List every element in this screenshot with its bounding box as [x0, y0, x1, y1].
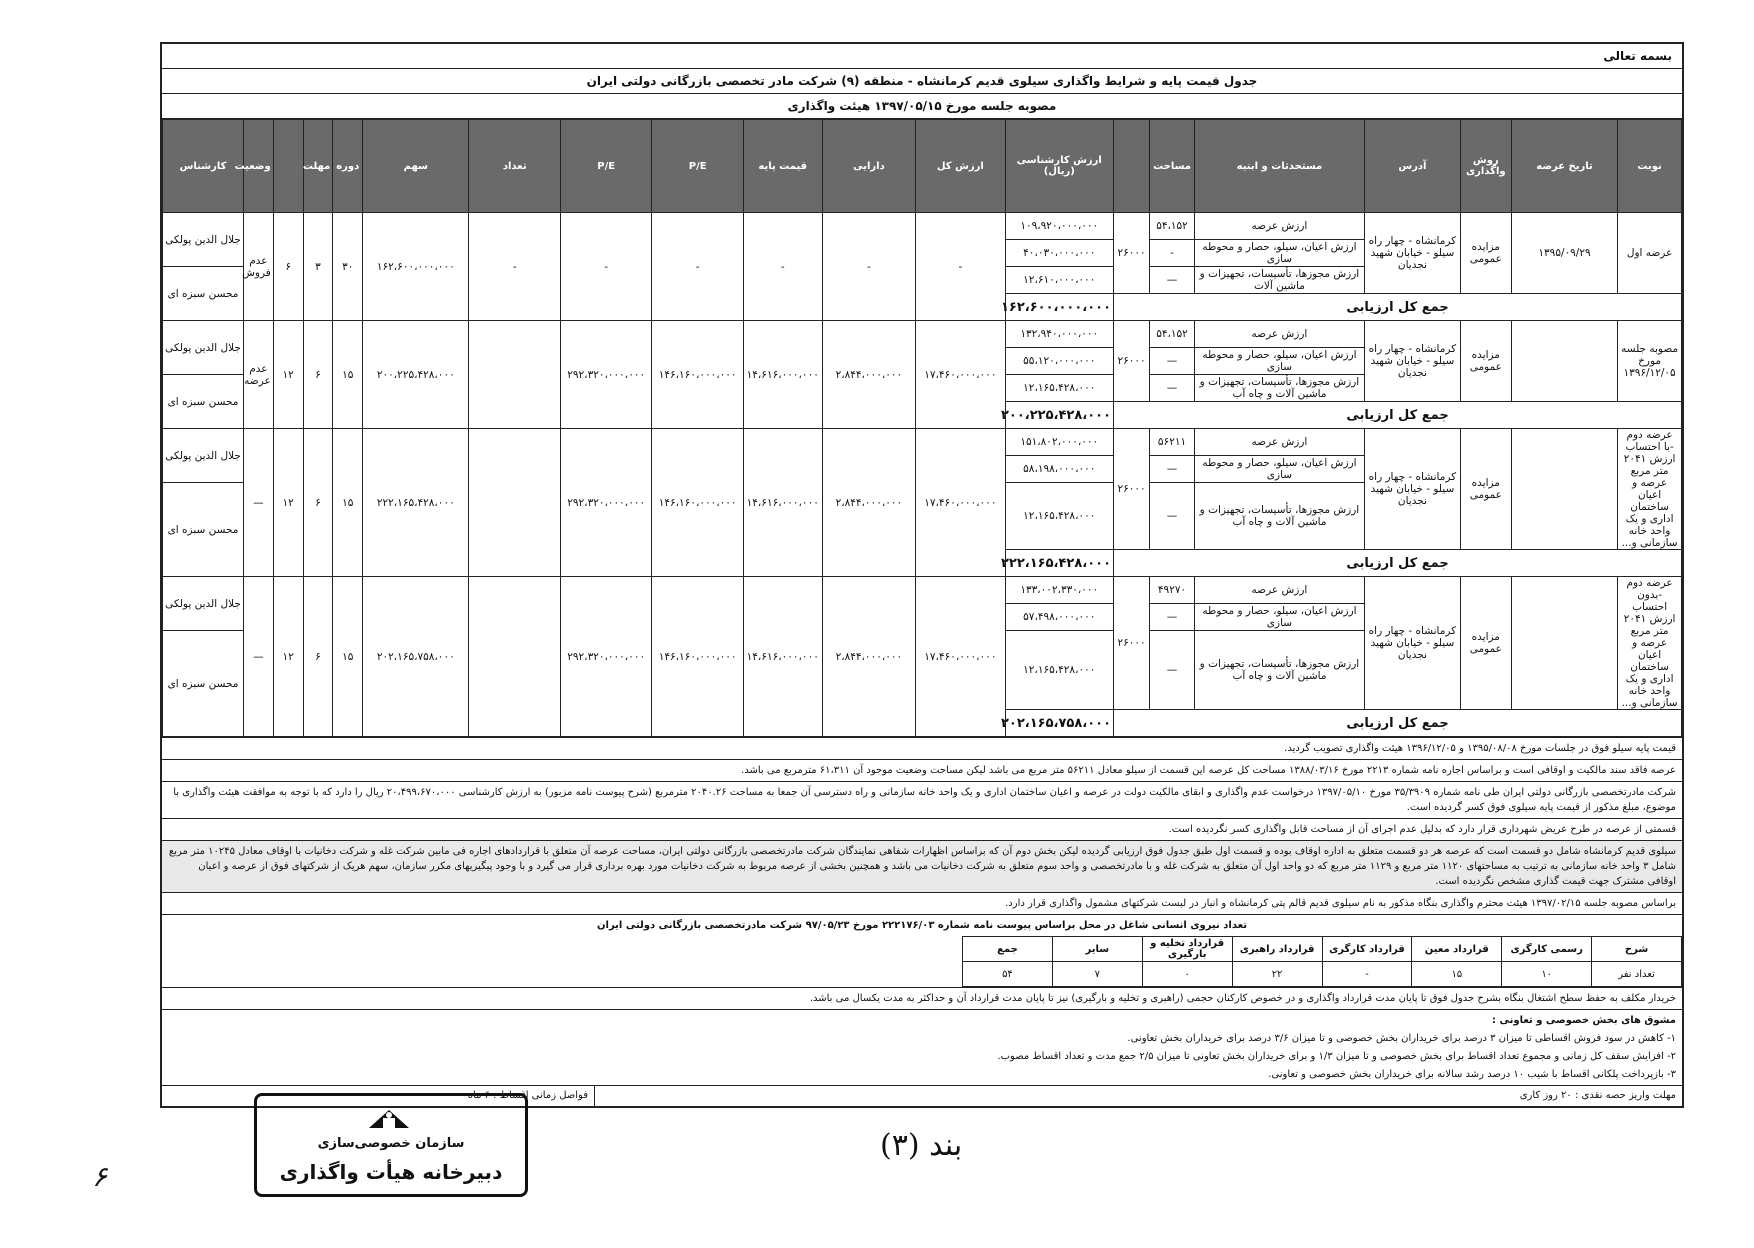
- offer-n1: ۳۰: [333, 213, 363, 321]
- col-share: سهم: [363, 120, 469, 213]
- offer-base: ۲۰۲،۱۶۵،۷۵۸،۰۰۰: [363, 577, 469, 737]
- handwritten-page-number: ۶: [92, 1160, 108, 1193]
- offer-item-value: ۱۵۱،۸۰۲،۰۰۰،۰۰۰: [1005, 429, 1114, 456]
- offer-date: ۱۳۹۵/۰۹/۲۹: [1511, 213, 1617, 294]
- col-assets: مستحدثات و ابنیه: [1194, 120, 1364, 213]
- staff-v-desc: تعداد نفر: [1592, 962, 1682, 987]
- staff-header-row: [963, 937, 1682, 962]
- offer-item-value: ۱۰۹،۹۲۰،۰۰۰،۰۰۰: [1005, 213, 1114, 240]
- offer-c6: -: [469, 213, 560, 321]
- offer-total: ۲۰۰،۲۲۵،۴۲۸،۰۰۰: [1005, 402, 1114, 429]
- offer-c2: ۲،۸۴۴،۰۰۰،۰۰۰: [822, 577, 916, 737]
- incentives-title: مشوق های بخش خصوصی و تعاونی :: [162, 1009, 1682, 1031]
- offer-total: ۲۰۲،۱۶۵،۷۵۸،۰۰۰: [1005, 710, 1114, 737]
- offer-expert-1: جلال الدین پولکی: [163, 321, 244, 375]
- offer-item-label: ارزش مجوزها، تأسیسات، تجهیزات و ماشین آلات: [1194, 267, 1364, 294]
- col-status: وضعیت: [244, 120, 274, 213]
- col-address: آدرس: [1365, 120, 1461, 213]
- offer-item-area: ۵۶۲۱۱: [1150, 429, 1195, 456]
- stamp-org: سازمان خصوصی‌سازی: [317, 1136, 465, 1151]
- offer-address: کرمانشاه - چهار راه سیلو - خیابان شهید نجدیان: [1365, 577, 1461, 710]
- incentive-2: ۲- افزایش سقف کل زمانی و مجموع تعداد اقساط برای بخش خصوصی و تا میزان ۱/۳ و برای خریداران بخش تعاونی تا میزان ۲/۵ جمع مدت و تعداد اقساط مصوب.: [997, 1051, 1676, 1062]
- document-subtitle: مصوبه جلسه مورخ ۱۳۹۷/۰۵/۱۵ هیئت واگذاری: [162, 94, 1682, 119]
- staff-title: تعداد نیروی انسانی شاغل در محل براساس پیوست نامه شماره ۲۲۲۱۷۶/۰۳ مورخ ۹۷/۰۵/۲۳ شرکت مادرتخصصی بازرگانی دولتی ایران: [162, 914, 1682, 936]
- offer-expert-2: محسن سبزه ای: [163, 483, 244, 577]
- staff-h-desc: شرح: [1592, 937, 1682, 962]
- offer-total-label: جمع کل ارزیابی: [1114, 550, 1682, 577]
- offer-c4: ۱۴۶،۱۶۰،۰۰۰،۰۰۰: [652, 577, 743, 737]
- offer-c5: -: [560, 213, 651, 321]
- offer-item-value: ۱۲،۱۶۵،۴۲۸،۰۰۰: [1005, 631, 1114, 710]
- offer-total-label: جمع کل ارزیابی: [1114, 402, 1682, 429]
- offer-base: ۲۲۲،۱۶۵،۴۲۸،۰۰۰: [363, 429, 469, 577]
- offer-item-value: ۵۷،۴۹۸،۰۰۰،۰۰۰: [1005, 604, 1114, 631]
- offer-status: —: [244, 577, 274, 737]
- offer-n3: ۶: [273, 213, 303, 321]
- offer-c5: ۲۹۲،۳۲۰،۰۰۰،۰۰۰: [560, 577, 651, 737]
- note-5: سیلوی قدیم کرمانشاه شامل دو قسمت است که عرصه هر دو قسمت متعلق به اداره اوقاف بوده و قسمت اول طبق جدول فوق ارزیابی گردیده لیکن بخش دوم آن که براساس اظهارات شفاهی نمایندگان شرکت مادرتخصصی بازرگانی دولتی ایران، مساحت عرصه آن متعلق با قراردادهای اجاره فی مابین شرکت غله و شرکت دخانیات با اوقاف معادل ۱۰۲۴۵ متر مربع شامل ۳ واحد خانه سازمانی به ترتیب به مساحتهای ۱۱۲۰ متر مربع و ۱۱۲۹ متر مربع که دو واحد اول آن متعلق به شرکت غله و با مادرتخصصی و واحد سوم متعلق به شرکت دخانیات می باشد و همچنین بخشی از عرصه مربوط به شرکت دخانیات مورد بهره برداری قرار می گیرد و با وجود پیگیریهای مکرر سازمان، سهم هریک از شرکتهای فوق از عرصه و اعیان اوقافی مشترک جهت قیمت گذاری مشخص نگردیده است.: [162, 840, 1682, 892]
- incentive-1: ۱- کاهش در سود فروش اقساطی تا میزان ۳ درصد برای خریداران بخش خصوصی و تا میزان ۳/۶ درصد برای خریداران بخش تعاونی.: [1127, 1033, 1676, 1044]
- offer-item-area: ۵۴،۱۵۲: [1150, 213, 1195, 240]
- offer-item-label: ارزش اعیان، سیلو، حصار و محوطه سازی: [1194, 604, 1364, 631]
- offer-expert-1: جلال الدین پولکی: [163, 429, 244, 483]
- staff-note: براساس مصوبه جلسه ۱۳۹۷/۰۲/۱۵ هیئت محترم واگذاری بنگاه مذکور به نام سیلوی قدیم قالم پتی کرمانشاه و انبار در لیست شرکتهای مشمول واگذاری قرار دارد.: [162, 892, 1682, 914]
- offer-c6: [469, 321, 560, 429]
- offer-expert-2: محسن سبزه ای: [163, 267, 244, 321]
- col-count: تعداد: [469, 120, 560, 213]
- handwritten-band: بند (۳): [880, 1128, 963, 1163]
- offer-expert-2: محسن سبزه ای: [163, 631, 244, 737]
- offer-base: ۱۶۲،۶۰۰،۰۰۰،۰۰۰: [363, 213, 469, 321]
- offer-area: ۲۶۰۰۰: [1114, 429, 1150, 550]
- offer-round: مصوبه جلسه مورخ ۱۳۹۶/۱۲/۰۵: [1618, 321, 1682, 402]
- offer-item-value: ۱۲،۱۶۵،۴۲۸،۰۰۰: [1005, 375, 1114, 402]
- offer-total-label: جمع کل ارزیابی: [1114, 294, 1682, 321]
- offer-n1: ۱۵: [333, 321, 363, 429]
- offer-n1: ۱۵: [333, 429, 363, 577]
- offer-item-value: ۱۳۲،۹۴۰،۰۰۰،۰۰۰: [1005, 321, 1114, 348]
- offer-c2: ۲،۸۴۴،۰۰۰،۰۰۰: [822, 429, 916, 577]
- staff-table: [962, 936, 1682, 987]
- offer-c6: [469, 577, 560, 737]
- staff-v-official: ۱۰: [1502, 962, 1592, 987]
- offer-item-label: ارزش عرصه: [1194, 577, 1364, 604]
- document-title: جدول قیمت پایه و شرایط واگذاری سیلوی قدیم کرمانشاه - منطقه (۹) شرکت مادر تخصصی بازرگانی دولتی ایران: [162, 69, 1682, 94]
- offer-row: [163, 321, 1682, 348]
- staff-value-row: [963, 962, 1682, 987]
- note-2: عرصه فاقد سند مالکیت و اوقافی است و براساس اجاره نامه شماره ۲۲۱۳ مورخ ۱۳۸۸/۰۳/۱۶ مساحت کل عرصه این قسمت از سیلو معادل ۵۶۲۱۱ متر مربع می باشد لیکن مساحت وضعیت موجود آن ۶۱،۳۱۱ مترمربع می باشد.: [162, 759, 1682, 781]
- offer-item-value: ۱۲،۶۱۰،۰۰۰،۰۰۰: [1005, 267, 1114, 294]
- col-deadline: مهلت: [303, 120, 333, 213]
- offer-total: ۱۶۲،۶۰۰،۰۰۰،۰۰۰: [1005, 294, 1114, 321]
- offer-c1: ۱۷،۴۶۰،۰۰۰،۰۰۰: [916, 577, 1005, 737]
- col-date: تاریخ عرضه: [1511, 120, 1617, 213]
- offer-method: مزایده عمومی: [1460, 213, 1511, 294]
- note-3: شرکت مادرتخصصی بازرگانی دولتی ایران طی نامه شماره ۳۵/۳۹۰۹ مورخ ۱۳۹۷/۰۵/۱۰ درخواست عدم واگذاری و ابقای مالکیت دولت در عرصه و اعیان ساختمان اداری و یک واحد خانه سازمانی و راه دسترسی آن جمعا به مساحت ۲۰۴۰.۲۶ مترمربع (شرح پیوست نامه مزبور) به ارزش کارشناسی ۲۰،۴۹۹،۶۷۰،۰۰۰ ریال را دارد که با توجه به موافقت هیئت واگذاری با موضوع، مبلغ مذکور از قیمت پایه سیلوی فوق کسر گردیده است.: [162, 781, 1682, 818]
- offer-item-label: ارزش عرصه: [1194, 321, 1364, 348]
- col-total: ارزش کل: [916, 120, 1005, 213]
- offer-expert-2: محسن سبزه ای: [163, 375, 244, 429]
- offer-item-value: ۵۸،۱۹۸،۰۰۰،۰۰۰: [1005, 456, 1114, 483]
- offer-item-label: ارزش مجوزها، تأسیسات، تجهیزات و ماشین آلات و چاه آب: [1194, 375, 1364, 402]
- offer-c3: ۱۴،۶۱۶،۰۰۰،۰۰۰: [743, 577, 822, 737]
- offer-item-label: ارزش مجوزها، تأسیسات، تجهیزات و ماشین آلات و چاه آب: [1194, 631, 1364, 710]
- offer-area: ۲۶۰۰۰: [1114, 213, 1150, 294]
- offer-date: [1511, 577, 1617, 710]
- staff-h-sum: جمع: [963, 937, 1053, 962]
- offer-c4: ۱۴۶،۱۶۰،۰۰۰،۰۰۰: [652, 321, 743, 429]
- offer-item-label: ارزش اعیان، سیلو، حصار و محوطه سازی: [1194, 240, 1364, 267]
- offer-item-value: ۱۳۳،۰۰۲،۳۳۰،۰۰۰: [1005, 577, 1114, 604]
- staff-v-guide: ۲۲: [1232, 962, 1322, 987]
- offer-item-label: ارزش عرصه: [1194, 213, 1364, 240]
- offer-item-area: —: [1150, 375, 1195, 402]
- offer-item-label: ارزش مجوزها، تأسیسات، تجهیزات و ماشین آلات و چاه آب: [1194, 483, 1364, 550]
- installment-gap: فواصل زمانی اقساط : ۶ ماه: [162, 1086, 595, 1106]
- offer-item-area: -: [1150, 240, 1195, 267]
- offer-status: —: [244, 429, 274, 577]
- offer-item-area: —: [1150, 604, 1195, 631]
- offer-n3: ۱۲: [273, 577, 303, 737]
- staff-v-other: ۷: [1052, 962, 1142, 987]
- offer-status: عدم فروش: [244, 213, 274, 321]
- basmala: بسمه تعالی: [162, 44, 1682, 69]
- staff-v-fixed: ۱۵: [1412, 962, 1502, 987]
- offer-item-area: —: [1150, 348, 1195, 375]
- offer-c3: ۱۴،۶۱۶،۰۰۰،۰۰۰: [743, 321, 822, 429]
- offer-c4: ۱۴۶،۱۶۰،۰۰۰،۰۰۰: [652, 429, 743, 577]
- col-base: قیمت پایه: [743, 120, 822, 213]
- offer-item-area: —: [1150, 456, 1195, 483]
- offer-method: مزایده عمومی: [1460, 321, 1511, 402]
- offer-total-label: جمع کل ارزیابی: [1114, 710, 1682, 737]
- offer-item-area: ۴۹۲۷۰: [1150, 577, 1195, 604]
- col-expert: کارشناس: [163, 120, 244, 213]
- offer-expert-1: جلال الدین پولکی: [163, 577, 244, 631]
- col-period: دوره: [333, 120, 363, 213]
- offer-row: [163, 429, 1682, 456]
- col-asset: دارایی: [822, 120, 916, 213]
- offer-round: عرضه دوم -با احتساب ارزش ۲۰۴۱ متر مربع عرصه و اعیان ساختمان اداری و یک واحد خانه سازمانی و...: [1618, 429, 1682, 550]
- offer-method: مزایده عمومی: [1460, 577, 1511, 710]
- privatization-logo-icon: [367, 1106, 411, 1130]
- col-pe2: P/E: [560, 120, 651, 213]
- col-area: مساحت: [1150, 120, 1195, 213]
- col-pe1: P/E: [652, 120, 743, 213]
- staff-v-loading: ۰: [1142, 962, 1232, 987]
- offer-n1: ۱۵: [333, 577, 363, 737]
- offer-item-area: —: [1150, 483, 1195, 550]
- offer-expert-1: جلال الدین پولکی: [163, 213, 244, 267]
- col-area-total: [1114, 120, 1150, 213]
- offer-item-value: ۴۰،۰۳۰،۰۰۰،۰۰۰: [1005, 240, 1114, 267]
- offer-round: عرضه دوم -بدون احتساب ارزش ۲۰۴۱ متر مربع عرصه و اعیان ساختمان اداری و یک واحد خانه سازمانی و...: [1618, 577, 1682, 710]
- offer-c6: [469, 429, 560, 577]
- staff-h-guide: قرارداد راهبری: [1232, 937, 1322, 962]
- offer-date: [1511, 321, 1617, 402]
- offer-n2: ۶: [303, 429, 333, 577]
- offer-c4: -: [652, 213, 743, 321]
- offer-item-label: ارزش اعیان، سیلو، حصار و محوطه سازی: [1194, 456, 1364, 483]
- offer-c1: ۱۷،۴۶۰،۰۰۰،۰۰۰: [916, 321, 1005, 429]
- offer-c2: ۲،۸۴۴،۰۰۰،۰۰۰: [822, 321, 916, 429]
- col-appraisal: ارزش کارشناسی (ریال): [1005, 120, 1114, 213]
- offer-n3: ۱۲: [273, 321, 303, 429]
- offer-date: [1511, 429, 1617, 550]
- cash-deadline: مهلت واریز حصه نقدی : ۲۰ روز کاری: [1519, 1090, 1676, 1101]
- offer-row: [163, 577, 1682, 604]
- offer-item-value: ۵۵،۱۲۰،۰۰۰،۰۰۰: [1005, 348, 1114, 375]
- offer-item-area: ۵۴،۱۵۲: [1150, 321, 1195, 348]
- offer-n2: ۶: [303, 321, 333, 429]
- staff-v-worker: -: [1322, 962, 1412, 987]
- offer-n2: ۳: [303, 213, 333, 321]
- offer-status: عدم عرضه: [244, 321, 274, 429]
- offer-address: کرمانشاه - چهار راه سیلو - خیابان شهید نجدیان: [1365, 429, 1461, 550]
- offer-round: عرضه اول: [1618, 213, 1682, 294]
- note-1: قیمت پایه سیلو فوق در جلسات مورخ ۱۳۹۵/۰۸/۰۸ و ۱۳۹۶/۱۲/۰۵ هیئت واگذاری تصویب گردید.: [162, 737, 1682, 759]
- offer-item-value: ۱۲،۱۶۵،۴۲۸،۰۰۰: [1005, 483, 1114, 550]
- offer-c2: -: [822, 213, 916, 321]
- offer-item-area: —: [1150, 267, 1195, 294]
- offer-item-area: —: [1150, 631, 1195, 710]
- offers-table: [162, 119, 1682, 737]
- offer-item-label: ارزش اعیان، سیلو، حصار و محوطه سازی: [1194, 348, 1364, 375]
- offer-address: کرمانشاه - چهار راه سیلو - خیابان شهید نجدیان: [1365, 213, 1461, 294]
- offer-base: ۲۰۰،۲۲۵،۴۲۸،۰۰۰: [363, 321, 469, 429]
- offer-n3: ۱۲: [273, 429, 303, 577]
- col-method: روش واگذاری: [1460, 120, 1511, 213]
- staff-v-sum: ۵۴: [963, 962, 1053, 987]
- incentive-3: ۳- بازپرداخت پلکانی اقساط با شیب ۱۰ درصد رشد سالانه برای خریداران بخش خصوصی و تعاونی.: [1268, 1069, 1676, 1080]
- staff-h-other: سایر: [1052, 937, 1142, 962]
- offer-area: ۲۶۰۰۰: [1114, 321, 1150, 402]
- offer-method: مزایده عمومی: [1460, 429, 1511, 550]
- col-n3: [273, 120, 303, 213]
- offer-row: [163, 213, 1682, 240]
- offer-c5: ۲۹۲،۳۲۰،۰۰۰،۰۰۰: [560, 429, 651, 577]
- offer-total: ۲۲۲،۱۶۵،۴۲۸،۰۰۰: [1005, 550, 1114, 577]
- note-4: قسمتی از عرصه در طرح عریض شهرداری قرار دارد که بدلیل عدم اجرای آن از مساحت قابل واگذاری کسر نگردیده است.: [162, 818, 1682, 840]
- staff-h-loading: قرارداد تخلیه و بارگیری: [1142, 937, 1232, 962]
- offer-n2: ۶: [303, 577, 333, 737]
- staff-h-official: رسمی کارگری: [1502, 937, 1592, 962]
- offer-c1: -: [916, 213, 1005, 321]
- offer-address: کرمانشاه - چهار راه سیلو - خیابان شهید نجدیان: [1365, 321, 1461, 402]
- offer-c3: -: [743, 213, 822, 321]
- offer-item-label: ارزش عرصه: [1194, 429, 1364, 456]
- offer-area: ۲۶۰۰۰: [1114, 577, 1150, 710]
- col-round: نوبت: [1618, 120, 1682, 213]
- document: [160, 42, 1684, 1108]
- offer-c5: ۲۹۲،۳۲۰،۰۰۰،۰۰۰: [560, 321, 651, 429]
- staff-h-fixed: قرارداد معین: [1412, 937, 1502, 962]
- offer-c1: ۱۷،۴۶۰،۰۰۰،۰۰۰: [916, 429, 1005, 577]
- buyer-note: خریدار مکلف به حفظ سطح اشتغال بنگاه بشرح جدول فوق تا پایان مدت قرارداد واگذاری و در خصوص کارکنان حجمی (راهبری و تخلیه و بارگیری) نیز تا پایان مدت قرارداد آن و حداکثر به مدت یکسال می باشد.: [162, 987, 1682, 1009]
- offers-header-row: [163, 120, 1682, 213]
- stamp-unit: دبیرخانه هیأت واگذاری: [279, 1160, 503, 1184]
- offer-c3: ۱۴،۶۱۶،۰۰۰،۰۰۰: [743, 429, 822, 577]
- secretariat-stamp: [254, 1093, 528, 1197]
- staff-h-worker: قرارداد کارگری: [1322, 937, 1412, 962]
